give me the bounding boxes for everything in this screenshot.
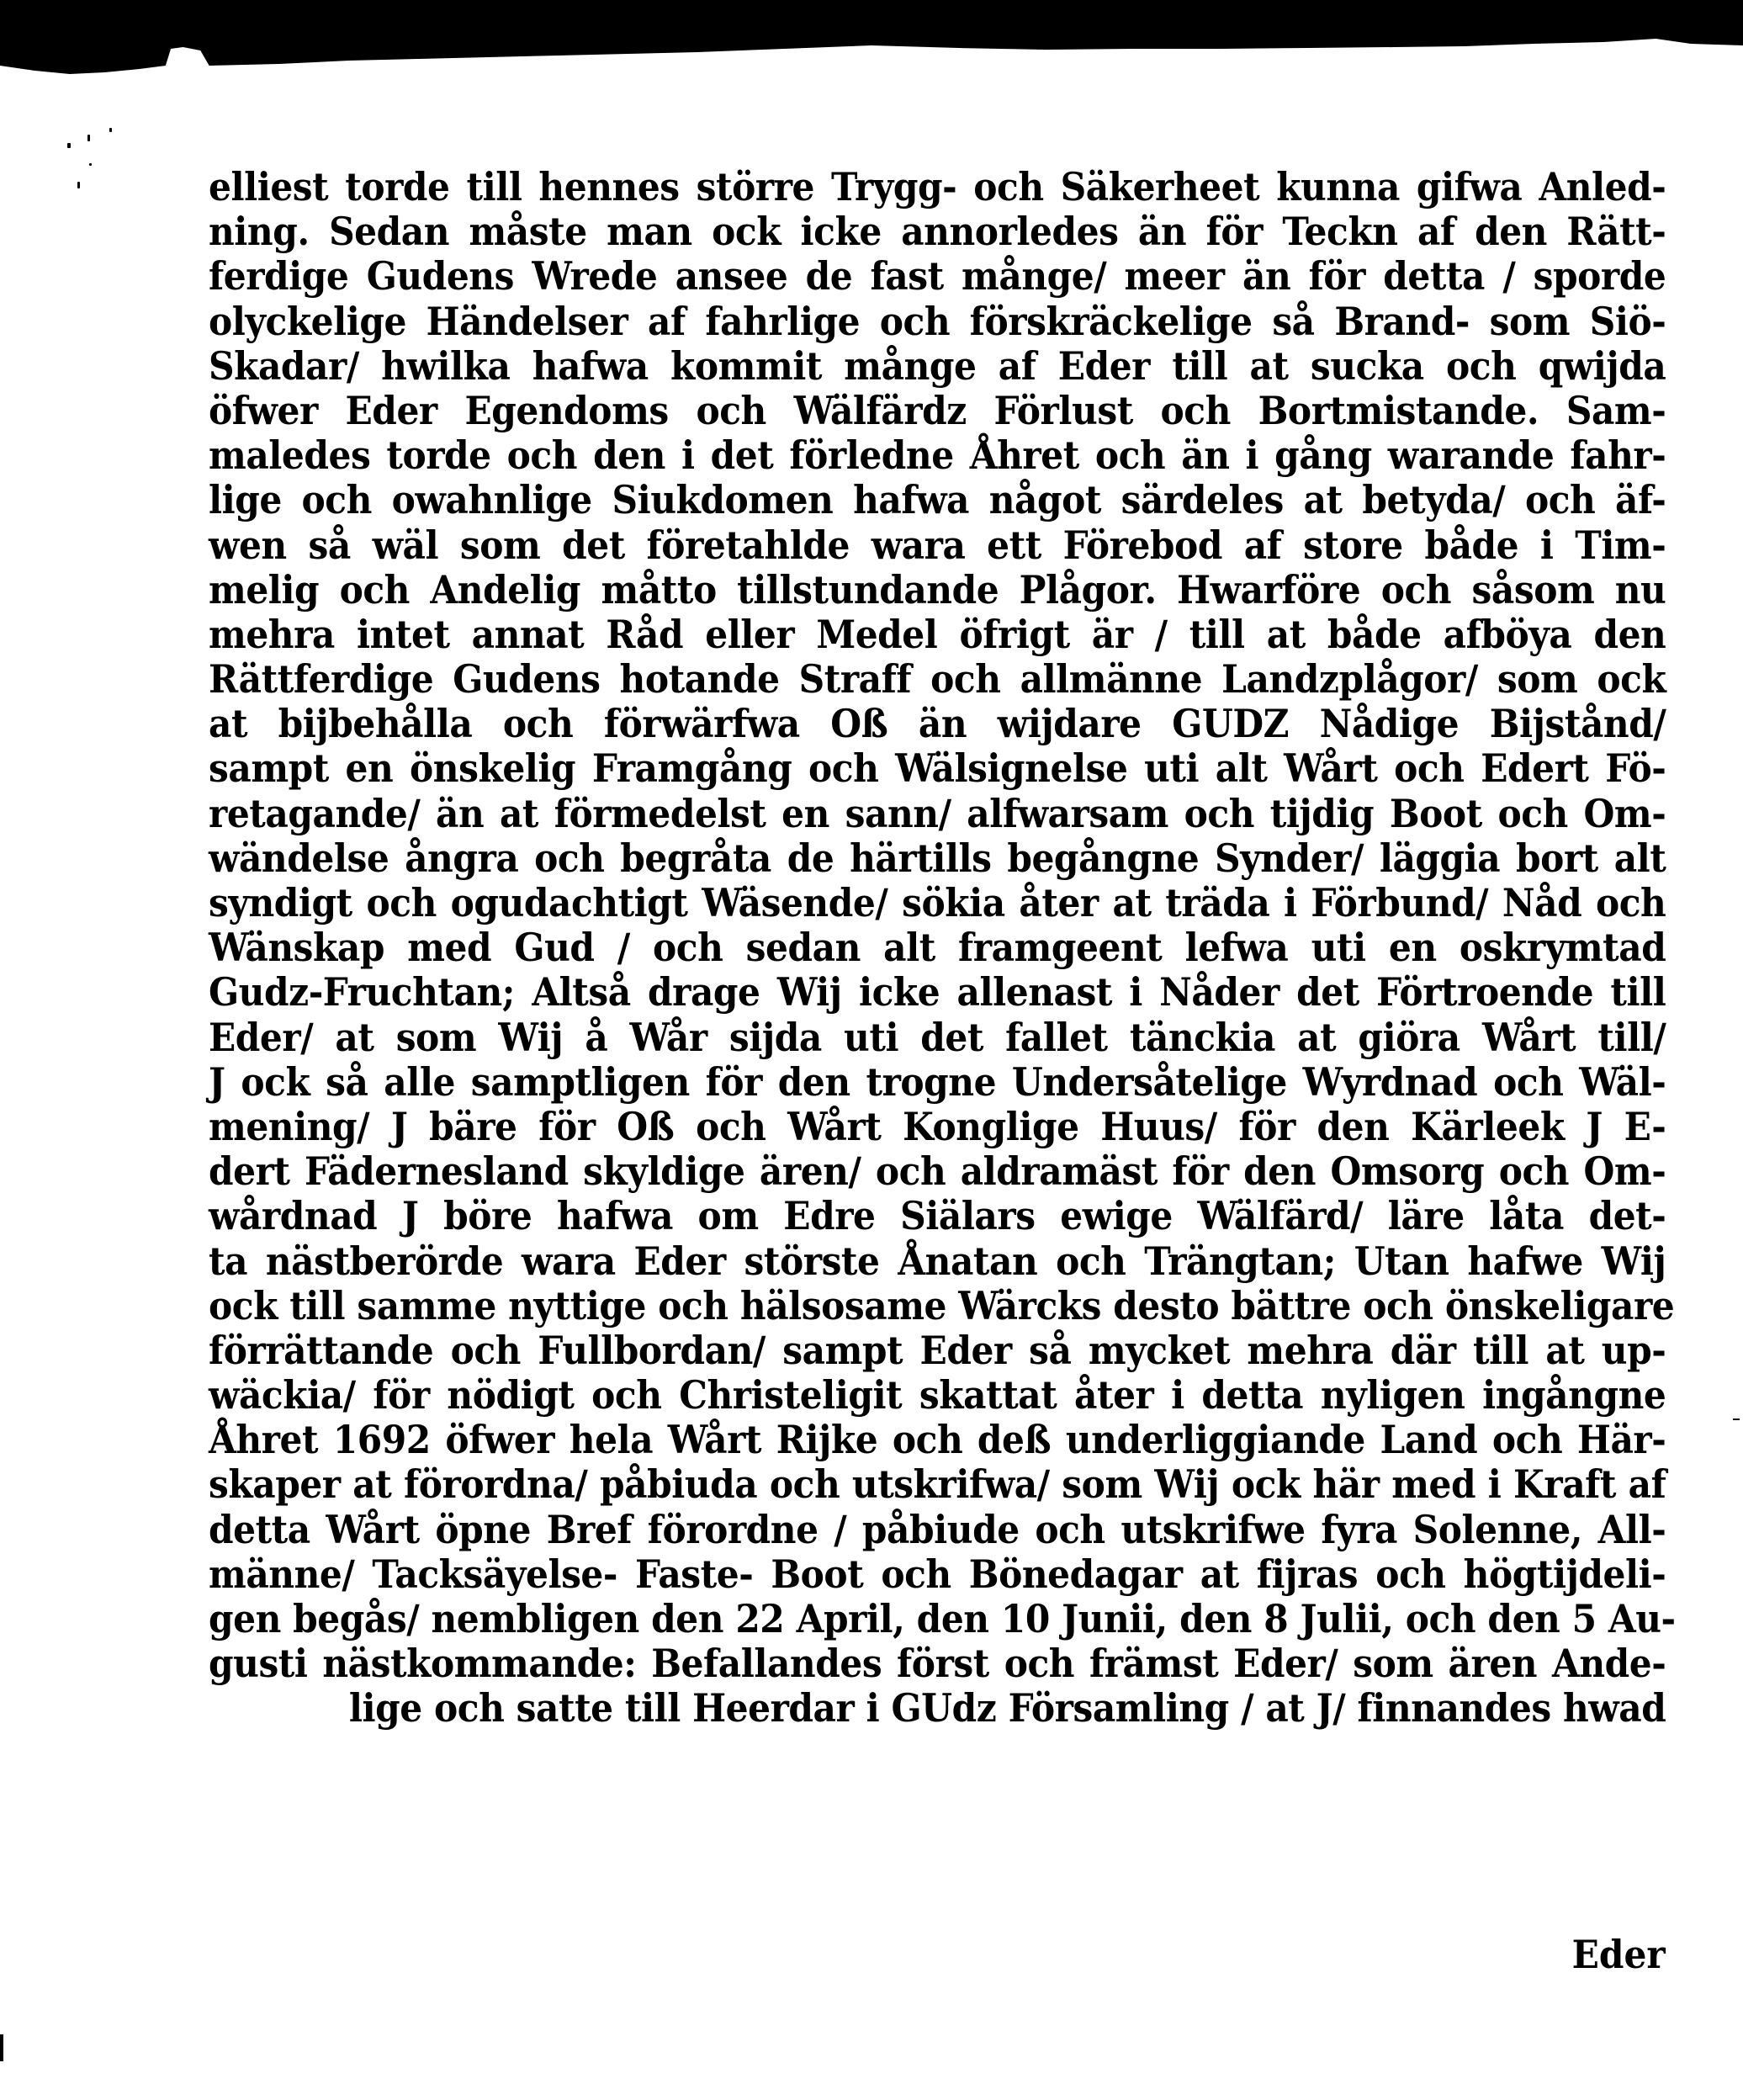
text-line: wårdnad J böre hafwa om Edre Siälars ewige Wälfärd/ läre låta det- bbox=[209, 1193, 1666, 1239]
text-line: detta Wårt öpne Bref förordne / påbiude och utskrifwe fyra Solenne, All- bbox=[209, 1506, 1666, 1552]
scanner-edge-shadow bbox=[0, 0, 1743, 76]
text-line: retagande/ än at förmedelst en sann/ alfwarsam och tijdig Boot och Om- bbox=[209, 790, 1666, 836]
text-line: skaper at förordna/ påbiuda och utskrifwa/ som Wij ock här med i Kraft af bbox=[209, 1461, 1666, 1508]
text-line: dert Fädernesland skyldige ären/ och aldramäst för den Omsorg och Om- bbox=[209, 1148, 1666, 1195]
text-line: J ock så alle samptligen för den trogne Undersåtelige Wyrdnad och Wäl- bbox=[209, 1058, 1666, 1105]
text-line: männe/ Tacksäyelse- Faste- Boot och Bönedagar at fijras och högtijdeli- bbox=[209, 1551, 1666, 1597]
text-line: maledes torde och den i det förledne Åhret och än i gång warande fahr- bbox=[209, 432, 1666, 479]
text-line: gusti nästkommande: Befallandes först och främst Eder/ som ären Ande- bbox=[209, 1641, 1666, 1687]
text-line: Gudz-Fruchtan; Altså drage Wij icke allenast i Nåder det Förtroende till bbox=[209, 969, 1666, 1016]
text-line: ock till samme nyttige och hälsosame Wärcks desto bättre och önskeligare bbox=[209, 1282, 1675, 1328]
text-line: at bijbehålla och förwärfwa Oß än wijdare GUDZ Nådige Bijstånd/ bbox=[209, 701, 1666, 747]
text-line: lige och satte till Heerdar i GUdz Församling / at J/ finnandes hwad bbox=[348, 1685, 1666, 1731]
text-line: mehra intet annat Råd eller Medel öfrigt är / till at både afböya den bbox=[209, 611, 1666, 657]
text-line: ning. Sedan måste man ock icke annorledes än för Teckn af den Rätt- bbox=[209, 209, 1666, 255]
text-line: ta nästberörde wara Eder störste Ånatan och Trängtan; Utan hafwe Wij bbox=[209, 1238, 1666, 1284]
text-line: syndigt och ogudachtigt Wäsende/ sökia åter at träda i Förbund/ Nåd och bbox=[209, 880, 1666, 925]
text-line: Eder/ at som Wij å Wår sijda uti det fallet tänckia at giöra Wårt till/ bbox=[209, 1014, 1666, 1060]
text-line: melig och Andelig måtto tillstundande Plågor. Hwarföre och såsom nu bbox=[209, 566, 1666, 612]
margin-mark-right bbox=[1733, 1419, 1740, 1420]
text-line: lige och owahnlige Siukdomen hafwa något särdeles at betyda/ och äf- bbox=[209, 477, 1666, 523]
text-line: wäckia/ för nödigt och Christeligit skattat åter i detta nyligen ingångne bbox=[209, 1372, 1666, 1419]
text-line: Åhret 1692 öfwer hela Wårt Rijke och deß underliggiande Land och Här- bbox=[209, 1417, 1666, 1463]
text-line: wändelse ångra och begråta de härtills begångne Synder/ läggia bort alt bbox=[209, 835, 1666, 881]
text-line: öfwer Eder Egendoms och Wälfärdz Förlust och Bortmistande. Sam- bbox=[209, 387, 1666, 433]
text-line: wen så wäl som det företahlde wara ett Förebod af store både i Tim- bbox=[209, 522, 1666, 568]
text-line: Wänskap med Gud / och sedan alt framgeent lefwa uti en oskrymtad bbox=[209, 925, 1666, 971]
text-line: sampt en önskelig Framgång och Wälsignelse uti alt Wårt och Edert Fö- bbox=[209, 745, 1666, 792]
margin-specks bbox=[59, 126, 160, 202]
text-line: ferdige Gudens Wrede ansee de fast månge/ meer än för detta / sporde bbox=[209, 253, 1666, 300]
document-page bbox=[209, 164, 1676, 1731]
text-line: olyckelige Händelser af fahrlige och förskräckelige så Brand- som Siö- bbox=[209, 298, 1666, 344]
text-line: gen begås/ nembligen den 22 April, den 10 Junii, den 8 Julii, och den 5 Au- bbox=[209, 1596, 1676, 1641]
text-line: Skadar/ hwilka hafwa kommit månge af Eder till at sucka och qwijda bbox=[209, 342, 1666, 389]
text-line: mening/ J bäre för Oß och Wårt Konglige Huus/ för den Kärleek J E- bbox=[209, 1103, 1666, 1149]
text-line: förrättande och Fullbordan/ sampt Eder så mycket mehra där till at up- bbox=[209, 1327, 1666, 1373]
text-line: Rättferdige Gudens hotande Straff och allmänne Landzplågor/ som ock bbox=[209, 656, 1666, 703]
margin-mark-left bbox=[0, 2034, 3, 2061]
catchword: Eder bbox=[1571, 1932, 1666, 1977]
text-line: elliest torde till hennes större Trygg- och Säkerheet kunna gifwa Anled- bbox=[209, 164, 1666, 209]
